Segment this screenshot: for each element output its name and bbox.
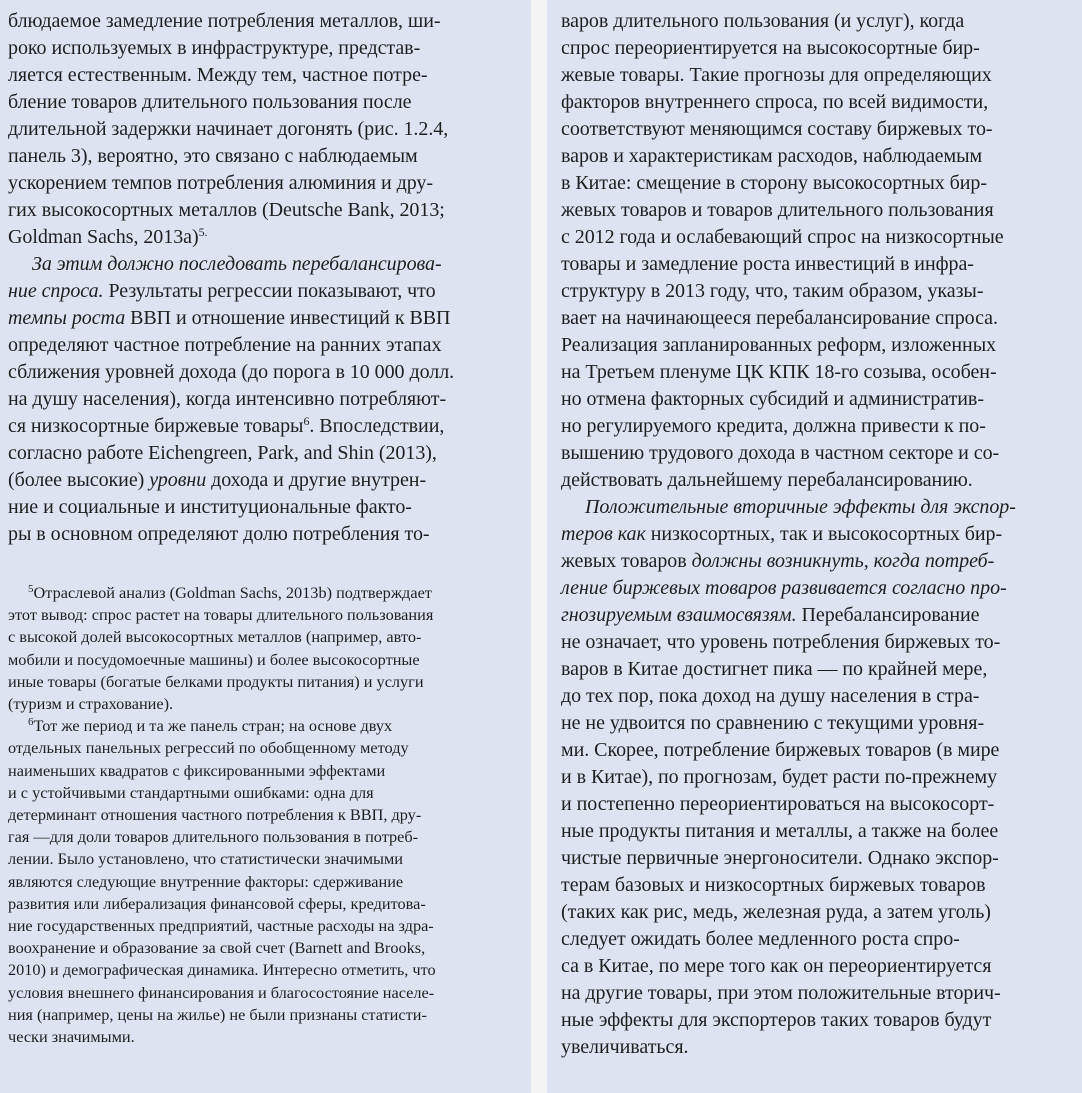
text-run: и в Китае), по прогнозам, будет расти по-прежнему: [561, 766, 998, 788]
text-run: Реализация запланированных реформ, изложенных: [561, 334, 997, 356]
text-run: действовать дальнейшему перебалансированию.: [561, 469, 973, 491]
text-run: условия внешнего финансирования и благосостояние населе-: [8, 982, 435, 1002]
text-run: варов в Китае достигнет пика — по крайней мере,: [561, 658, 988, 680]
body-line: [561, 386, 1082, 413]
body-line: [8, 143, 531, 170]
footnote-line: [8, 1026, 531, 1048]
body-line: [8, 89, 531, 116]
text-run: не означает, что уровень потребления биржевых то-: [561, 631, 1001, 653]
footnote-line: [8, 626, 531, 648]
body-line: [561, 1034, 1082, 1061]
text-run: бление товаров длительного пользования после: [8, 91, 412, 113]
body-line: [561, 899, 1082, 926]
footnote-line: [8, 826, 531, 848]
text-run: мобили и посудомоечные машины) и более высокосортные: [8, 649, 420, 669]
footnote-marker: 6: [303, 414, 310, 428]
body-line: [561, 62, 1082, 89]
body-line: [561, 116, 1082, 143]
text-run: сближения уровней дохода (до порога в 10 000 долл.: [8, 361, 455, 383]
body-line: [561, 818, 1082, 845]
text-run: согласно работе Eichengreen, Park, and Shin (2013),: [8, 442, 437, 464]
footnote-marker: 5: [28, 583, 34, 595]
text-run: и с устойчивыми стандартными ошибками: одна для: [8, 782, 374, 802]
text-run: низкосортных, так и высокосортных бир-: [645, 523, 1003, 545]
body-line: [8, 251, 531, 278]
text-run: наименьших квадратов с фиксированными эффектами: [8, 760, 386, 780]
footnote-line: [8, 760, 531, 782]
body-line: [8, 440, 531, 467]
body-line: [561, 197, 1082, 224]
text-run: (таких как рис, медь, железная руда, а затем уголь): [561, 901, 991, 923]
footnote-line: [8, 737, 531, 759]
text-run: вышению трудового дохода в частном секторе и со-: [561, 442, 1000, 464]
text-run: этот вывод: спрос растет на товары длительного пользования: [8, 605, 434, 625]
body-line: [8, 494, 531, 521]
text-run: но регулируемого кредита, должна привести к по-: [561, 415, 986, 437]
text-run: (туризм и страхование).: [8, 694, 174, 714]
footnote-marker: 6: [28, 716, 34, 729]
body-line: [561, 143, 1082, 170]
body-line: [561, 575, 1082, 602]
text-run: ры в основном определяют долю потребления то-: [8, 523, 430, 545]
text-run: детерминант отношения частного потребления к ВВП, дру-: [8, 805, 422, 825]
body-line: [8, 35, 531, 62]
body-line: [561, 764, 1082, 791]
text-run: Результаты регрессии показывают, что: [103, 280, 436, 302]
text-run: Тот же период и та же панель стран; на основе двух: [33, 716, 393, 736]
text-run: факторов внутреннего спроса, по всей видимости,: [561, 91, 989, 113]
right-column: [547, 0, 1082, 1093]
body-line: [561, 170, 1082, 197]
text-run: са в Китае, по мере того как он переориентируется: [561, 955, 992, 977]
text-run: следует ожидать более медленного роста спро-: [561, 928, 960, 950]
footnote-line: [8, 649, 531, 671]
footnote-line: [8, 1004, 531, 1026]
text-run: ние и социальные и институциональные факто-: [8, 496, 412, 518]
text-run: ляется естественным. Между тем, частное потре-: [8, 64, 428, 86]
text-run: на Третьем пленуме ЦК КПК 18-го созыва, особен-: [561, 361, 997, 383]
footnote-line: [8, 671, 531, 693]
footnote-line: [8, 582, 531, 604]
text-run: определяют частное потребление на ранних этапах: [8, 334, 442, 356]
body-line: [561, 89, 1082, 116]
text-run: роко используемых в инфраструктуре, представ-: [8, 37, 421, 59]
text-run: увеличиваться.: [561, 1036, 689, 1058]
text-run: являются следующие внутренние факторы: сдерживание: [8, 871, 404, 891]
footnote-line: [8, 693, 531, 715]
body-line: [8, 62, 531, 89]
body-line: [8, 305, 531, 332]
text-run: гая —для доли товаров длительного пользования в потреб-: [8, 827, 419, 847]
emphasis-text: ление биржевых товаров развивается согласно про-: [561, 577, 1007, 599]
text-run: чистые первичные энергоносители. Однако экспор-: [561, 847, 999, 869]
body-line: [561, 1007, 1082, 1034]
body-line: [8, 170, 531, 197]
text-run: (более высокие): [8, 469, 150, 491]
text-run: структуру в 2013 году, что, таким образом, указы-: [561, 280, 984, 302]
body-line: [561, 980, 1082, 1007]
body-line: [8, 8, 531, 35]
body-line: [561, 8, 1082, 35]
body-line: [8, 278, 531, 305]
text-run: варов длительного пользования (и услуг), когда: [561, 10, 965, 32]
body-line: [8, 332, 531, 359]
emphasis-text: уровни: [149, 469, 207, 491]
body-line: [561, 35, 1082, 62]
text-run: ния (например, цены на жилье) не были признаны статисти-: [8, 1004, 427, 1024]
text-run: спрос переориентируется на высокосортные бир-: [561, 37, 980, 59]
text-run: в Китае: смещение в сторону высокосортных бир-: [561, 172, 987, 194]
text-run: ние государственных предприятий, частные расходы на здра-: [8, 916, 434, 936]
body-line: [561, 953, 1082, 980]
text-run: жевых товаров: [561, 550, 692, 572]
text-run: Отраслевой анализ (Goldman Sachs, 2013b) подтверждает: [33, 583, 432, 602]
footnote-line: [8, 871, 531, 893]
text-run: ми. Скорее, потребление биржевых товаров (в мире: [561, 739, 1000, 761]
text-run: иные товары (богатые белками продукты питания) и услуги: [8, 671, 424, 691]
body-line: [8, 467, 531, 494]
body-line: [561, 656, 1082, 683]
body-line: [561, 413, 1082, 440]
text-run: варов и характеристикам расходов, наблюдаемым: [561, 145, 983, 167]
text-run: воохранение и образование за свой счет (Barnett and Brooks,: [8, 938, 426, 958]
footnote-line: [8, 604, 531, 626]
body-line: [8, 224, 531, 251]
text-run: соответствуют меняющимся составу биржевых то-: [561, 118, 993, 140]
footnote-line: [8, 982, 531, 1004]
left-column: [0, 0, 531, 1093]
body-line: [561, 548, 1082, 575]
text-run: отдельных панельных регрессий по обобщенному методу: [8, 738, 409, 758]
text-run: жевые товары. Такие прогнозы для определяющих: [561, 64, 992, 86]
text-run: чески значимыми.: [8, 1027, 135, 1047]
body-line: [561, 278, 1082, 305]
body-line: [561, 926, 1082, 953]
text-run: лении. Было установлено, что статистически значимыми: [8, 849, 403, 869]
emphasis-text: должны возникнуть, когда потреб-: [691, 550, 995, 572]
body-line: [561, 845, 1082, 872]
text-run: жевых товаров и товаров длительного пользования: [561, 199, 994, 221]
text-run: ускорением темпов потребления алюминия и дру-: [8, 172, 433, 194]
text-run: на другие товары, при этом положительные вторич-: [561, 982, 1001, 1004]
body-line: [561, 305, 1082, 332]
left-body-text: [8, 8, 531, 548]
text-run: гих высокосортных металлов (Deutsche Bank, 2013;: [8, 199, 445, 221]
text-run: блюдаемое замедление потребления металлов, ши-: [8, 10, 441, 32]
body-line: [8, 413, 531, 440]
footnote-line: [8, 893, 531, 915]
body-line: [561, 872, 1082, 899]
text-run: на душу населения), когда интенсивно потребляют-: [8, 388, 447, 410]
body-line: [561, 251, 1082, 278]
footnotes: [8, 582, 531, 1048]
text-run: с 2012 года и ослабевающий спрос на низкосортные: [561, 226, 1004, 248]
text-run: и постепенно переориентироваться на высокосорт-: [561, 793, 995, 815]
body-line: [561, 440, 1082, 467]
body-line: [561, 791, 1082, 818]
emphasis-text: За этим должно последовать перебалансирова-: [32, 253, 442, 275]
footnote-line: [8, 959, 531, 981]
text-run: . Впоследствии,: [309, 415, 445, 437]
text-run: ВВП и отношение инвестиций к ВВП: [125, 307, 451, 329]
body-line: [561, 224, 1082, 251]
text-run: панель 3), вероятно, это связано с наблюдаемым: [8, 145, 418, 167]
text-run: но отмена факторных субсидий и административ-: [561, 388, 984, 410]
emphasis-text: гнозируемым взаимосвязям.: [561, 604, 797, 626]
text-run: ные продукты питания и металлы, а также на более: [561, 820, 999, 842]
body-line: [561, 332, 1082, 359]
text-run: до тех пор, пока доход на душу населения в стра-: [561, 685, 980, 707]
text-run: 2010) и демографическая динамика. Интересно отметить, что: [8, 960, 436, 980]
text-run: с высокой долей высокосортных металлов (например, авто-: [8, 627, 422, 647]
emphasis-text: теров как: [561, 523, 646, 545]
text-run: не не удвоится по сравнению с текущими уровня-: [561, 712, 985, 734]
footnote-line: [8, 782, 531, 804]
text-run: ные эффекты для экспортеров таких товаров будут: [561, 1009, 992, 1031]
text-run: развития или либерализация финансовой сферы, кредитова-: [8, 893, 426, 913]
emphasis-text: темпы роста: [8, 307, 126, 329]
text-run: терам базовых и низкосортных биржевых товаров: [561, 874, 986, 896]
right-body-text: [561, 8, 1082, 1061]
footnote-line: [8, 804, 531, 826]
footnote-marker: 5.: [198, 225, 208, 239]
emphasis-text: Положительные вторичные эффекты для экспор-: [585, 496, 1016, 518]
emphasis-text: ние спроса.: [8, 280, 104, 302]
footnote-separator: [8, 548, 531, 582]
text-run: Goldman Sachs, 2013a): [8, 226, 199, 248]
body-line: [561, 737, 1082, 764]
body-line: [8, 359, 531, 386]
body-line: [561, 710, 1082, 737]
footnote-line: [8, 715, 531, 737]
text-run: Перебалансирование: [796, 604, 980, 626]
body-line: [8, 521, 531, 548]
text-run: вает на начинающееся перебалансирование спроса.: [561, 307, 998, 329]
body-line: [561, 467, 1082, 494]
footnote-line: [8, 915, 531, 937]
body-line: [561, 494, 1082, 521]
body-line: [8, 386, 531, 413]
body-line: [561, 521, 1082, 548]
text-run: товары и замедление роста инвестиций в инфра-: [561, 253, 974, 275]
footnote-line: [8, 848, 531, 870]
text-run: ся низкосортные биржевые товары: [8, 415, 304, 437]
body-line: [561, 629, 1082, 656]
body-line: [561, 683, 1082, 710]
text-run: дохода и другие внутрен-: [206, 469, 427, 491]
body-line: [8, 197, 531, 224]
body-line: [561, 602, 1082, 629]
body-line: [8, 116, 531, 143]
footnote-line: [8, 937, 531, 959]
text-run: длительной задержки начинает догонять (рис. 1.2.4,: [8, 118, 449, 140]
body-line: [561, 359, 1082, 386]
